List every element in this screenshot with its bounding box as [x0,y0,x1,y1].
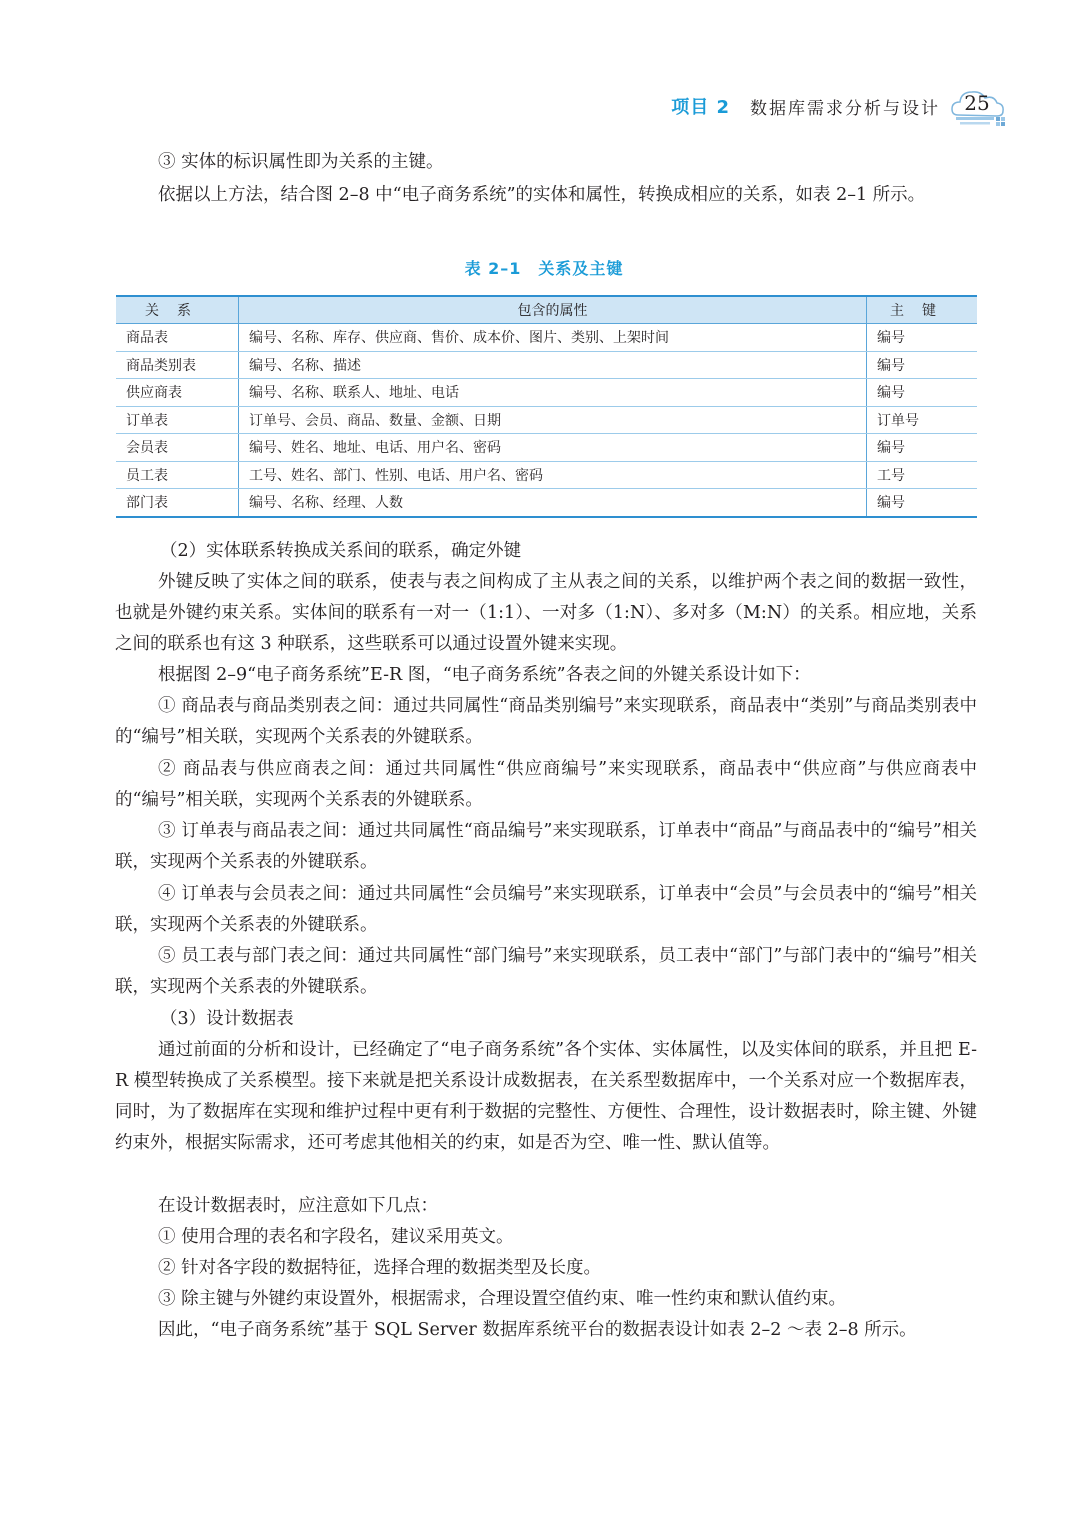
section-heading: （3）设计数据表 [160,1009,294,1029]
list-item: ② 商品表与供应商表之间：通过共同属性“供应商编号”来实现联系，商品表中“供应商”与供应商表中的“编号”相关联，实现两个关系表的外键联系。 [115,759,977,810]
table-cell: 员工表 [116,461,239,489]
list-item: ① 商品表与商品类别表之间：通过共同属性“商品类别编号”来实现联系，商品表中“类别”与商品类别表中的“编号”相关联，实现两个关系表的外键联系。 [115,696,977,747]
table-cell: 订单表 [116,406,239,434]
table-header-row [116,296,977,324]
body-paragraph: 外键反映了实体之间的联系，使表与表之间构成了主从表之间的关系，以维护两个表之间的数据一致性，也就是外键约束关系。实体间的联系有一对一（1:1）、一对多（1:N）、多对多（M:N）的关系。相应地，关系之间的联系也有这 3 种联系，这些联系可以通过设置外键来实现。 [115,572,977,654]
table-row [116,489,977,517]
table-cell: 编号、名称、库存、供应商、售价、成本价、图片、类别、上架时间 [239,324,867,352]
table-cell: 商品表 [116,324,239,352]
page-header [671,88,1010,124]
list-item: ① 使用合理的表名和字段名，建议采用英文。 [158,1227,514,1247]
table-row [116,461,977,489]
table-cell: 编号、名称、联系人、地址、电话 [239,379,867,407]
table-cell: 订单号、会员、商品、数量、金额、日期 [239,406,867,434]
table-cell: 编号、名称、经理、人数 [239,489,867,517]
table-cell: 编号、姓名、地址、电话、用户名、密码 [239,434,867,462]
chapter-title: 数据库需求分析与设计 [750,98,940,119]
table-cell: 工号 [867,461,978,489]
intro-paragraph: 依据以上方法，结合图 2–8 中“电子商务系统”的实体和属性，转换成相应的关系，如表 2–1 所示。 [158,185,926,205]
list-item: ② 针对各字段的数据特征，选择合理的数据类型及长度。 [158,1258,602,1278]
page-number: 25 [964,91,990,115]
table-cell: 编号 [867,489,978,517]
table-cell: 供应商表 [116,379,239,407]
table-cell: 编号 [867,351,978,379]
column-header: 主键 [867,296,978,324]
list-item: ③ 除主键与外键约束设置外，根据需求，合理设置空值约束、唯一性约束和默认值约束。 [158,1289,847,1309]
table-cell: 工号、姓名、部门、性别、电话、用户名、密码 [239,461,867,489]
table-cell: 部门表 [116,489,239,517]
table-row [116,379,977,407]
table-cell: 编号 [867,379,978,407]
table-cell: 订单号 [867,406,978,434]
section-heading: （2）实体联系转换成关系间的联系，确定外键 [160,541,522,561]
table-cell: 编号 [867,434,978,462]
table-row [116,351,977,379]
table-cell: 编号、名称、描述 [239,351,867,379]
body-paragraph: 通过前面的分析和设计，已经确定了“电子商务系统”各个实体、实体属性，以及实体间的联系，并且把 E-R 模型转换成了关系模型。接下来就是把关系设计成数据表，在关系型数据库中，一个关系对应一个数据库表，同时，为了数据库在实现和维护过程中更有利于数据的完整性、方便性、合理性，设计数据表时，除主键、外键约束外，根据实际需求，还可考虑其他相关的约束，如是否为空、唯一性、默认值等。 [115,1040,977,1153]
body-paragraph: 根据图 2–9“电子商务系统”E-R 图，“电子商务系统”各表之间的外键关系设计如下： [158,665,811,685]
table-row [116,434,977,462]
body-paragraph: 在设计数据表时，应注意如下几点： [158,1196,438,1216]
table-cell: 编号 [867,324,978,352]
project-label: 项目 2 [671,97,730,118]
table-caption: 表 2–1 关系及主键 [464,259,624,278]
table-row [116,324,977,352]
table-cell: 会员表 [116,434,239,462]
table-row [116,406,977,434]
table-cell: 商品类别表 [116,351,239,379]
column-header: 关系 [116,296,239,324]
intro-item: ③ 实体的标识属性即为关系的主键。 [158,152,444,172]
body-paragraph: 因此，“电子商务系统”基于 SQL Server 数据库系统平台的数据表设计如表 2–2 ～表 2–8 所示。 [158,1320,917,1340]
list-item: ③ 订单表与商品表之间：通过共同属性“商品编号”来实现联系，订单表中“商品”与商品表中的“编号”相关联，实现两个关系表的外键联系。 [115,821,977,872]
list-item: ⑤ 员工表与部门表之间：通过共同属性“部门编号”来实现联系，员工表中“部门”与部门表中的“编号”相关联，实现两个关系表的外键联系。 [115,946,977,997]
page-number-badge [948,85,1010,127]
list-item: ④ 订单表与会员表之间：通过共同属性“会员编号”来实现联系，订单表中“会员”与会员表中的“编号”相关联，实现两个关系表的外键联系。 [115,884,977,935]
relation-table [116,295,977,518]
column-header: 包含的属性 [239,296,867,324]
